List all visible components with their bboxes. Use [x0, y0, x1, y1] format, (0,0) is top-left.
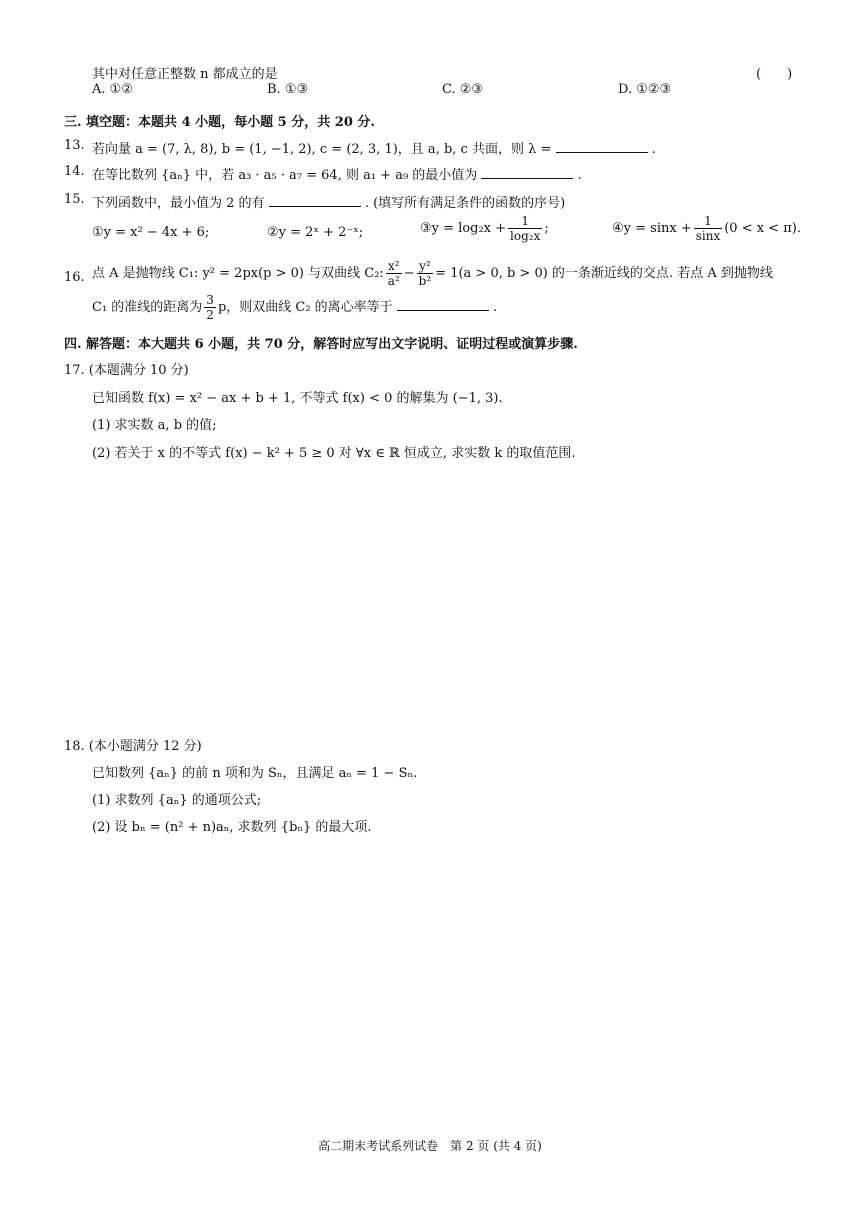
q16-line-1-lead: 点 A 是抛物线 C₁: y² = 2px(p > 0) 与双曲线 C₂:	[92, 266, 384, 281]
q15-option-4-den: sinx	[695, 229, 721, 243]
q16-fraction-three-halves	[204, 293, 216, 322]
q16-fraction-x-den: a²	[387, 274, 400, 288]
q15-option-4-tail: (0 < x < π).	[724, 221, 801, 236]
q14-number: 14.	[64, 164, 85, 179]
q15-option-1: ①y = x² − 4x + 6;	[92, 225, 210, 240]
q14-text: 在等比数列 {aₙ} 中，若 a₃ · a₅ · a₇ = 64, 则 a₁ + a₉ 的最小值为	[92, 168, 478, 183]
q15-option-3-lead: ③y = log₂x +	[420, 221, 507, 236]
q18-part-2: (2) 设 bₙ = (n² + n)aₙ, 求数列 {bₙ} 的最大项.	[92, 820, 372, 835]
q16-fraction-x-num: x²	[386, 259, 402, 274]
answer-paren: ( )	[756, 67, 793, 82]
q15-number: 15.	[64, 192, 85, 207]
q16-minus: −	[403, 266, 415, 281]
q17-part-2: (2) 若关于 x 的不等式 f(x) − k² + 5 ≥ 0 对 ∀x ∈ ℝ 恒成立, 求实数 k 的取值范围.	[92, 446, 576, 461]
q16-line-1-tail: = 1(a > 0, b > 0) 的一条渐近线的交点. 若点 A 到抛物线	[435, 266, 773, 281]
q15-option-3-fraction	[508, 214, 542, 243]
section-heading-solutions: 四. 解答题：本大题共 6 小题，共 70 分，解答时应写出文字说明、证明过程或演算步骤.	[64, 337, 578, 352]
q15-option-4-lead: ④y = sinx +	[612, 221, 692, 236]
q13-answer-blank[interactable]	[556, 152, 648, 153]
question-stem: 其中对任意正整数 n 都成立的是	[92, 67, 278, 82]
option-a: A. ①②	[92, 82, 133, 97]
q16-number: 16.	[64, 270, 85, 285]
q15-option-4-num: 1	[694, 214, 723, 229]
q13-number: 13.	[64, 138, 85, 153]
q15-option-2: ②y = 2ˣ + 2⁻ˣ;	[267, 225, 364, 240]
q16-line-1	[92, 259, 773, 288]
q15-option-4-fraction	[694, 214, 723, 243]
q16-line-2-lead: C₁ 的准线的距离为	[92, 300, 203, 315]
q15-option-3	[420, 214, 549, 243]
q16-line-2-tail: p，则双曲线 C₂ 的离心率等于	[217, 300, 393, 315]
q16-answer-blank[interactable]	[397, 310, 489, 311]
q15-option-4	[612, 214, 801, 243]
q16-line-2: C₁ 的准线的距离为 $\frac{3}{2}$ p，则双曲线 C₂ 的离心率等于 .	[92, 293, 498, 322]
q16-fraction-three-halves-den: 2	[206, 308, 214, 322]
q17-stem: 已知函数 f(x) = x² − ax + b + 1, 不等式 f(x) < 0 的解集为 (−1, 3).	[92, 391, 503, 406]
q17-header: 17. (本题满分 10 分)	[64, 363, 189, 378]
q14-answer-blank[interactable]	[481, 178, 573, 179]
q13-text: 若向量 a = (7, λ, 8), b = (1, −1, 2), c = (2, 3, 1)，且 a, b, c 共面，则 λ =	[92, 142, 552, 157]
option-c: C. ②③	[442, 82, 484, 97]
q18-part-1: (1) 求数列 {aₙ} 的通项公式;	[92, 793, 262, 808]
q16-fraction-y	[417, 259, 434, 288]
option-b: B. ①③	[267, 82, 309, 97]
page-footer: 高二期末考试系列试卷 第 2 页 (共 4 页)	[318, 1139, 542, 1153]
q16-fraction-y-num: y²	[417, 259, 434, 274]
q15-option-3-tail: ;	[544, 221, 549, 236]
q15-text: 下列函数中，最小值为 2 的有	[92, 196, 265, 211]
q15-answer-blank[interactable]	[269, 206, 361, 207]
q16-fraction-y-den: b²	[418, 274, 432, 288]
q13-line: 若向量 a = (7, λ, 8), b = (1, −1, 2), c = (2, 3, 1)，且 a, b, c 共面，则 λ = .	[92, 142, 656, 157]
q16-fraction-three-halves-num: 3	[206, 293, 214, 307]
q15-option-3-den: log₂x	[510, 229, 541, 243]
q14-line: 在等比数列 {aₙ} 中，若 a₃ · a₅ · a₇ = 64, 则 a₁ + a₉ 的最小值为 .	[92, 168, 582, 183]
section-heading-fill-blank: 三. 填空题：本题共 4 小题，每小题 5 分，共 20 分.	[64, 115, 375, 130]
q17-part-1: (1) 求实数 a, b 的值;	[92, 418, 217, 433]
q15-option-3-num: 1	[508, 214, 542, 229]
q18-header: 18. (本小题满分 12 分)	[64, 739, 202, 754]
option-d: D. ①②③	[618, 82, 672, 97]
q15-line: 下列函数中，最小值为 2 的有 . (填写所有满足条件的函数的序号)	[92, 196, 566, 211]
q16-fraction-x	[386, 259, 402, 288]
q15-hint: (填写所有满足条件的函数的序号)	[373, 196, 566, 211]
q18-stem: 已知数列 {aₙ} 的前 n 项和为 Sₙ，且满足 aₙ = 1 − Sₙ.	[92, 766, 418, 781]
